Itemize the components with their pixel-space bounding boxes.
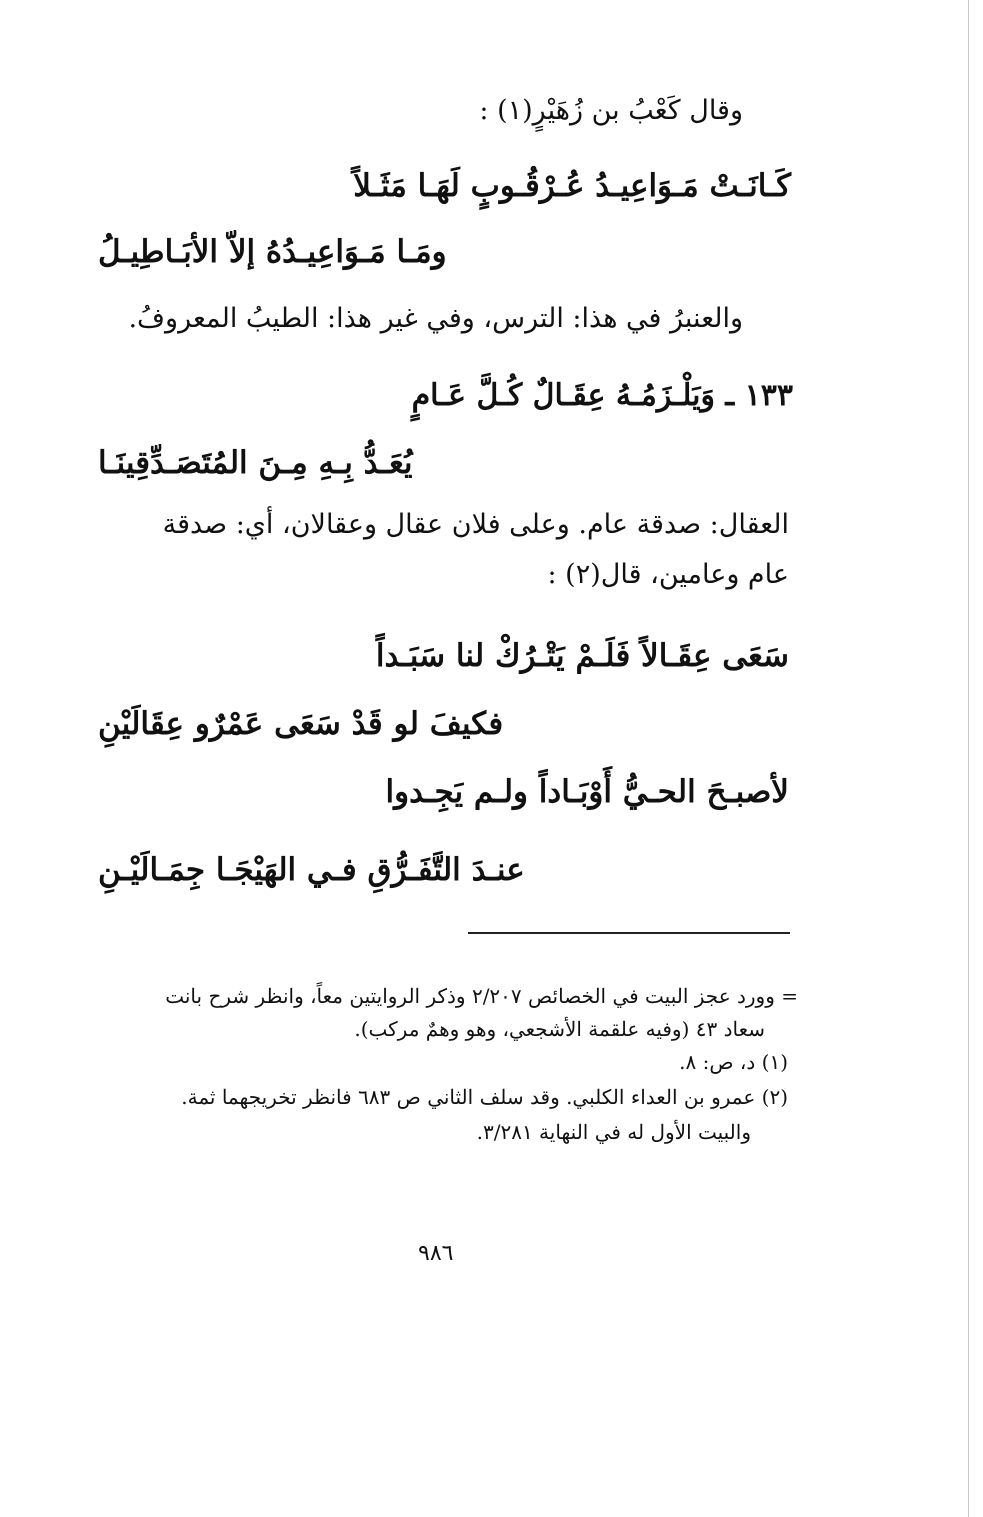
- footnote-continuation-2: سعاد ٤٣ (وفيه علقمة الأشجعي، وهو وهمٌ مركب).: [354, 1017, 765, 1041]
- verse-3-second-hemistich: عنـدَ التَّفَـرُّقِ فـي الهَيْجَـا جِمَـالَيْـنِ: [98, 852, 525, 888]
- verse-1-second-hemistich: ومَـا مَـوَاعِيـدُهُ إلاّ الأبَـاطِيـلُ: [98, 234, 447, 270]
- verse-1-first-hemistich: كَـانَـتْ مَـوَاعِيـدُ عُـرْقُـوبٍ لَهَـا مَثَـلاً: [353, 168, 791, 204]
- verse-133-first-hemistich: ١٣٣ ـ وَيَلْـزَمُـهُ عِقَـالٌ كُـلَّ عَـامٍ: [411, 378, 793, 413]
- commentary-anbar: والعنبرُ في هذا: الترس، وفي غير هذا: الطيبُ المعروفُ.: [128, 303, 743, 334]
- footnote-2-continuation: والبيت الأول له في النهاية ٣/٢٨١.: [476, 1120, 751, 1144]
- footnote-2: (٢) عمرو بن العداء الكلبي. وقد سلف الثاني ص ٦٨٣ فانظر تخريجهما ثمة.: [181, 1085, 788, 1109]
- page-edge-line: [968, 0, 969, 1517]
- verse-2-first-hemistich: سَعَى عِقَـالاً فَلَـمْ يَتْـرُكْ لنا سَبَـداً: [375, 638, 789, 674]
- verse-3-first-hemistich: لأصبـحَ الحـيُّ أَوْبَـاداً ولـم يَجِـدوا: [385, 774, 789, 810]
- footnote-continuation-1: = وورد عجز البيت في الخصائص ٢/٢٠٧ وذكر الروايتين معاً، وانظر شرح بانت: [165, 984, 798, 1008]
- intro-line-kaab: وقال كَعْبُ بن زُهَيْرٍ(١) :: [479, 95, 743, 126]
- verse-133-second-hemistich: يُعَـدُّ بِـهِ مِـنَ المُتَصَـدِّقِينَـا: [98, 445, 413, 481]
- page-number: ٩٨٦: [418, 1241, 454, 1266]
- commentary-iqal-2: عام وعامين، قال(٢) :: [547, 559, 789, 590]
- footnote-1: (١) د، ص: ٨.: [679, 1050, 788, 1074]
- commentary-iqal-1: العقال: صدقة عام. وعلى فلان عقال وعقالان، أي: صدقة: [162, 509, 789, 540]
- verse-2-second-hemistich: فكيفَ لو قَدْ سَعَى عَمْرٌو عِقَالَيْنِ: [98, 706, 504, 742]
- footnote-separator: [468, 932, 790, 934]
